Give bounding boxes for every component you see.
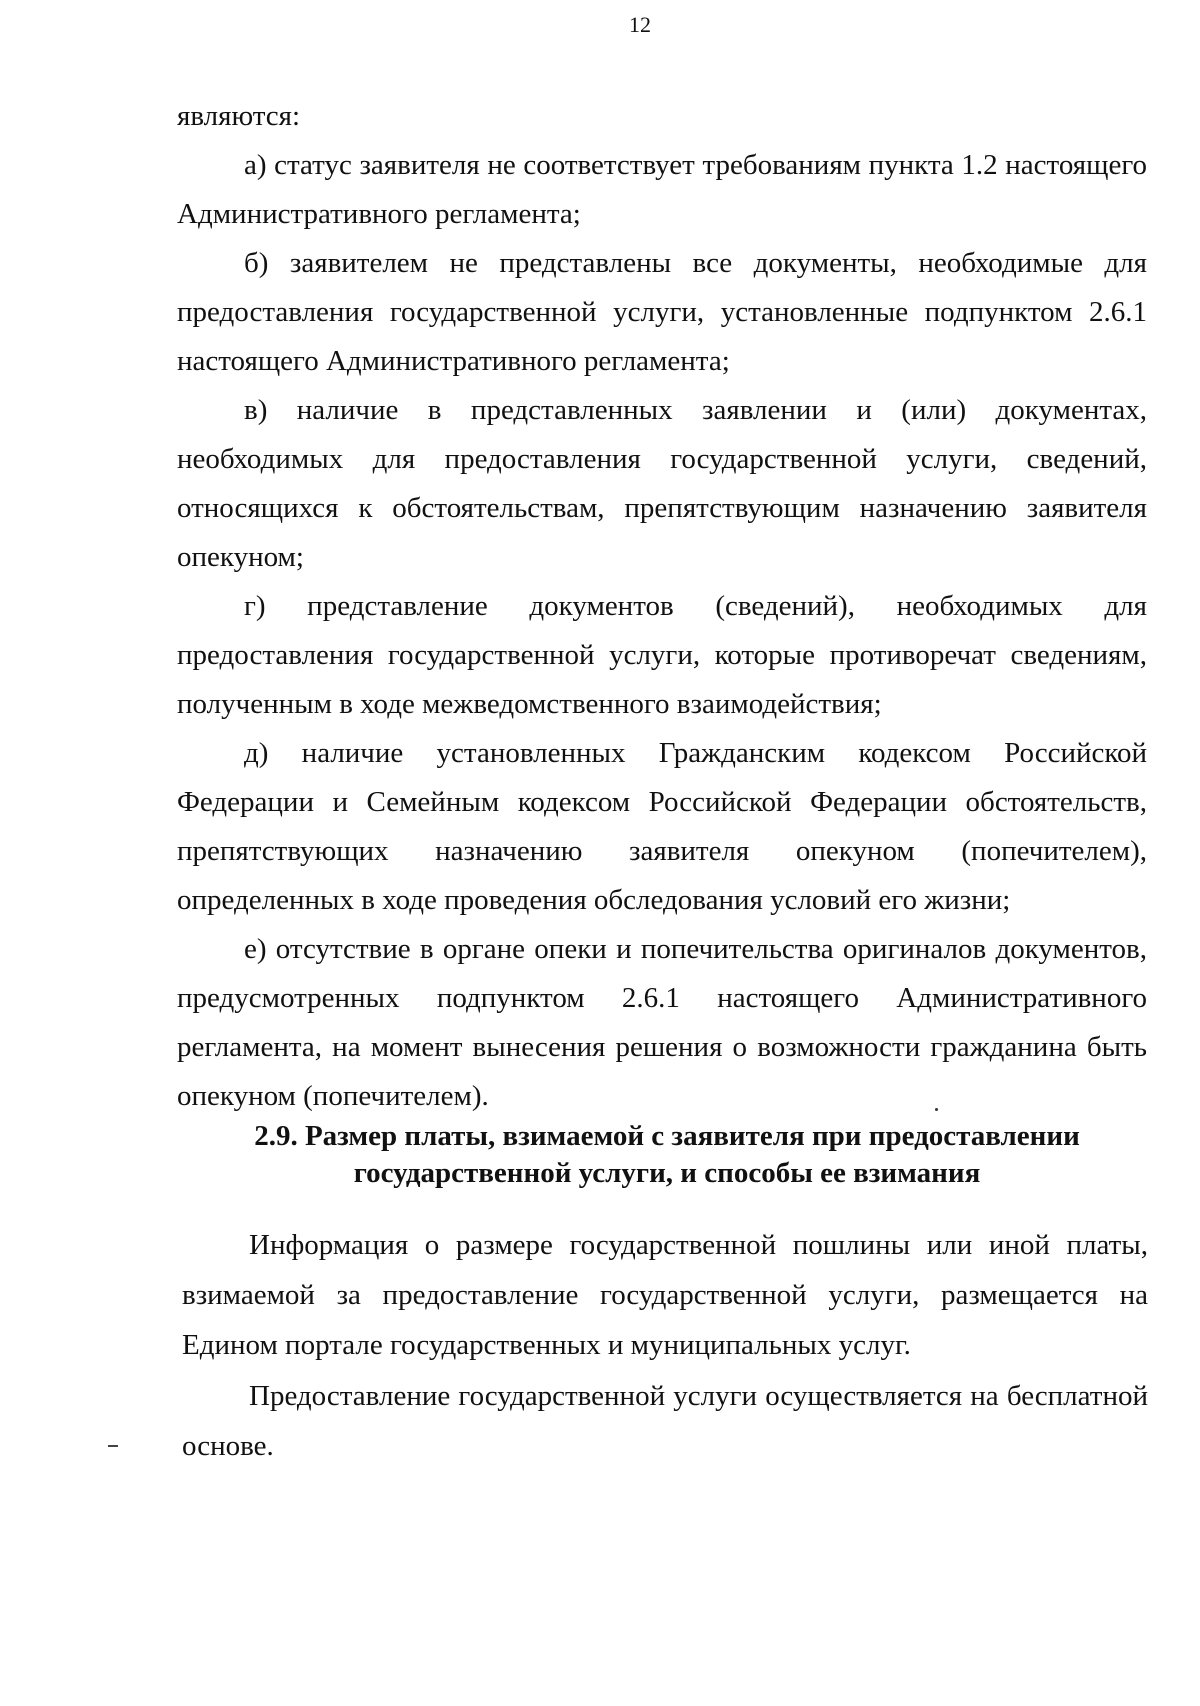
- section-paragraph-1: Информация о размере государственной пошлины или иной платы, взимаемой за предоставление государственной услуги, размещается на Едином портале государственных и муниципальных услуг.: [182, 1229, 1148, 1361]
- section-body: [182, 1220, 1148, 1471]
- scan-artifact-dot: [935, 1108, 938, 1111]
- page-number: 12: [629, 12, 651, 37]
- scan-artifact-dash: [108, 1445, 118, 1447]
- section-heading-line-2: государственной услуги, и способы ее взимания: [353, 1157, 981, 1189]
- list-item-e: е) отсутствие в органе опеки и попечительства оригиналов документов, предусмотренных подпунктом 2.6.1 настоящего Административного регламента, на момент вынесения решения о возможности гражданина быть опекуном (попечителем).: [177, 933, 1147, 1112]
- list-item-g: г) представление документов (сведений), необходимых для предоставления государственной услуги, которые противоречат сведениям, полученным в ходе межведомственного взаимодействия;: [177, 590, 1147, 720]
- list-item-d: д) наличие установленных Гражданским кодексом Российской Федерации и Семейным кодексом Российской Федерации обстоятельств, препятствующих назначению заявителя опекуном (попечителем), определенных в ходе проведения обследования условий его жизни;: [177, 737, 1147, 916]
- section-heading: [177, 1118, 1157, 1192]
- section-heading-line-1: 2.9. Размер платы, взимаемой с заявителя при предоставлении: [254, 1120, 1080, 1152]
- body-text: [177, 92, 1147, 1121]
- lead-text: являются:: [177, 100, 301, 132]
- list-item-b: б) заявителем не представлены все документы, необходимые для предоставления государственной услуги, установленные подпунктом 2.6.1 настоящего Административного регламента;: [177, 247, 1147, 377]
- list-item-a: а) статус заявителя не соответствует требованиям пункта 1.2 настоящего Административного регламента;: [177, 149, 1147, 230]
- section-paragraph-2: Предоставление государственной услуги осуществляется на бесплатной основе.: [182, 1380, 1148, 1462]
- list-item-v: в) наличие в представленных заявлении и (или) документах, необходимых для предоставления государственной услуги, сведений, относящихся к обстоятельствам, препятствующим назначению заявителя опекуном;: [177, 394, 1147, 573]
